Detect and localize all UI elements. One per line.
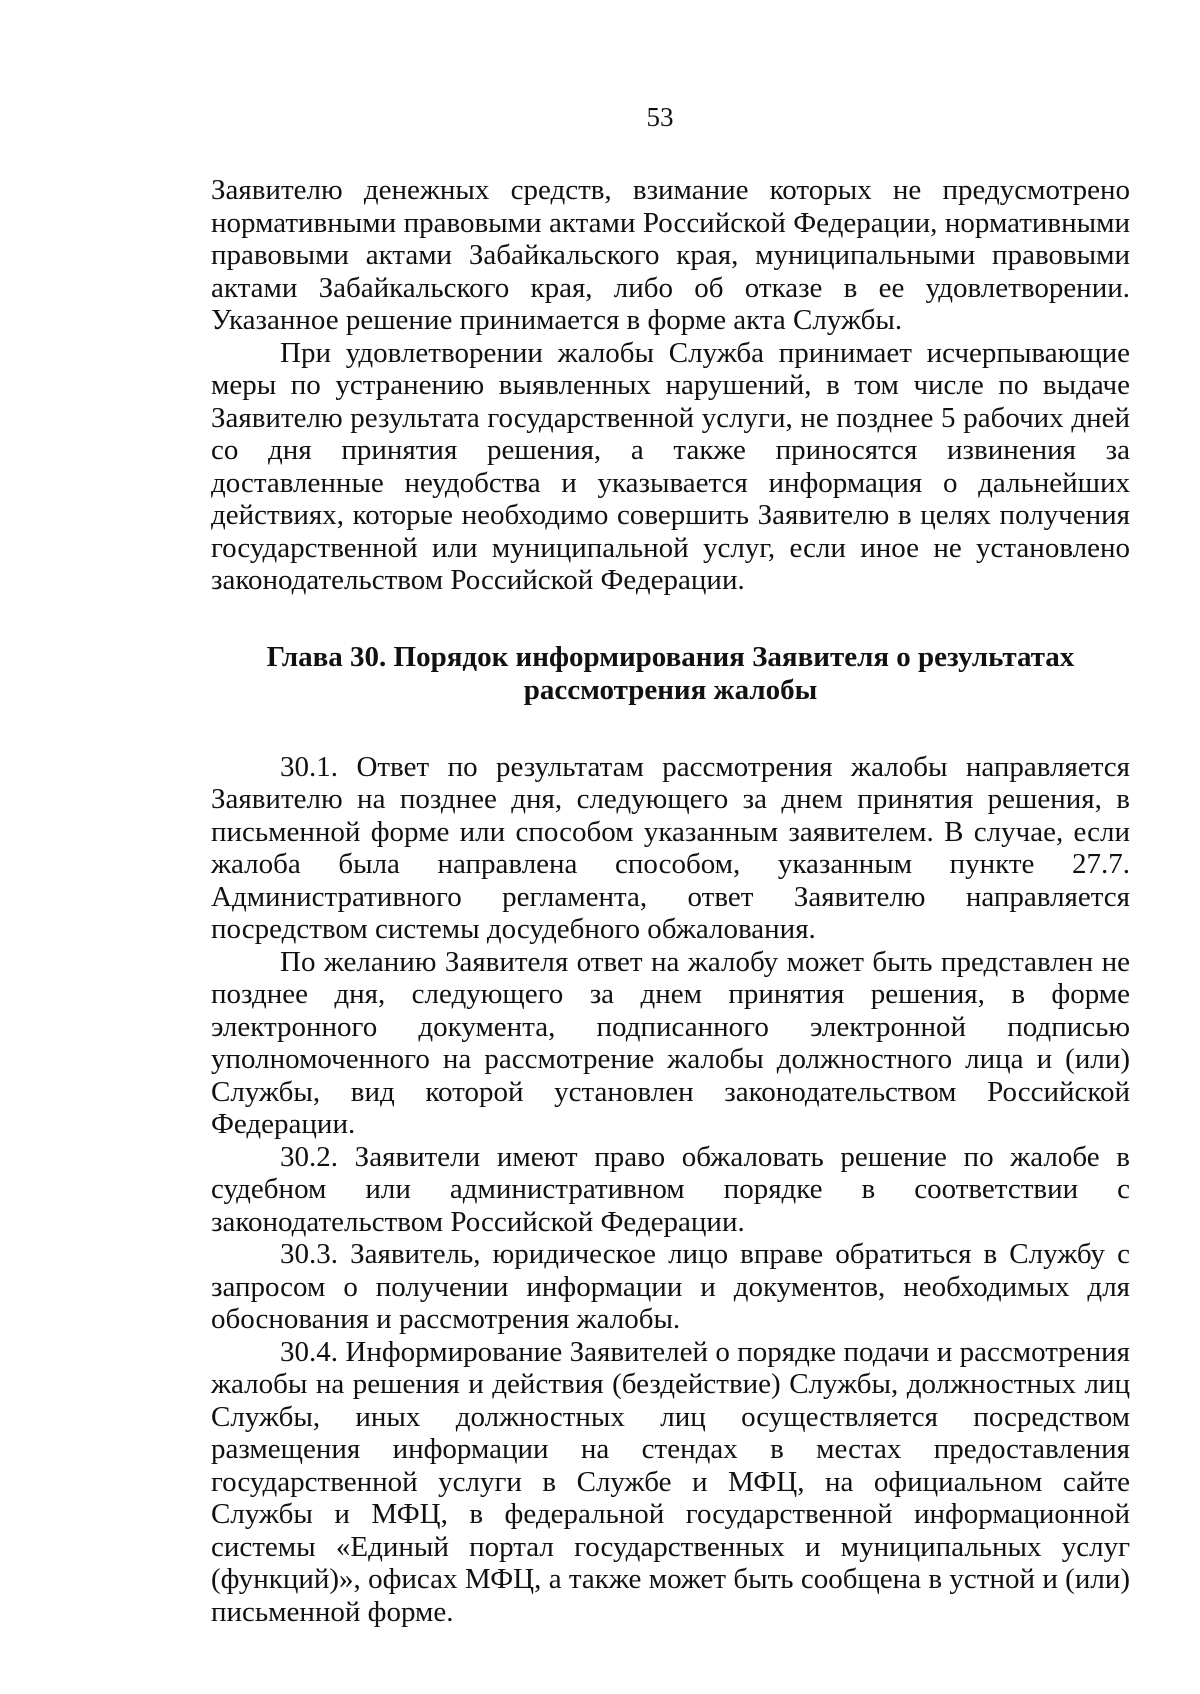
document-body (211, 174, 1130, 1628)
chapter-heading-line-2: рассмотрения жалобы (523, 673, 818, 706)
paragraph-continuation: Заявителю денежных средств, взимание которых не предусмотрено нормативными правовыми актами Российской Федерации, нормативными правовыми актами Забайкальского края, муниципальными правовыми актами Забайкальского края, либо об отказе в ее удовлетворении. Указанное решение принимается в форме акта Службы. (211, 174, 1130, 336)
paragraph-30-2: 30.2. Заявители имеют право обжаловать решение по жалобе в судебном или административном порядке в соответствии с законодательством Российской Федерации. (211, 1140, 1130, 1238)
page-number: 53 (646, 102, 674, 132)
paragraph-electronic-answer: По желанию Заявителя ответ на жалобу может быть представлен не позднее дня, следующего за днем принятия решения, в форме электронного документа, подписанного электронной подписью уполномоченного на рассмотрение жалобы должностного лица и (или) Службы, вид которой установлен законодательством Российской Федерации. (211, 945, 1130, 1140)
chapter-heading-line-1: Глава 30. Порядок информирования Заявителя о результатах (266, 640, 1075, 673)
paragraph-30-3: 30.3. Заявитель, юридическое лицо вправе обратиться в Службу с запросом о получении информации и документов, необходимых для обоснования и рассмотрения жалобы. (211, 1238, 1130, 1335)
paragraph-30-1: 30.1. Ответ по результатам рассмотрения жалобы направляется Заявителю на позднее дня, следующего за днем принятия решения, в письменной форме или способом указанным заявителем. В случае, если жалоба была направлена способом, указанным пункте 27.7. Административного регламента, ответ Заявителю направляется посредством системы досудебного обжалования. (211, 750, 1130, 945)
paragraph-complaint-satisfaction: При удовлетворении жалобы Служба принимает исчерпывающие меры по устранению выявленных нарушений, в том числе по выдаче Заявителю результата государственной услуги, не позднее 5 рабочих дней со дня принятия решения, а также приносятся извинения за доставленные неудобства и указывается информация о дальнейших действиях, которые необходимо совершить Заявителю в целях получения государственной или муниципальной услуг, если иное не установлено законодательством Российской Федерации. (211, 336, 1130, 596)
chapter-heading (211, 641, 1130, 707)
paragraph-30-4: 30.4. Информирование Заявителей о порядке подачи и рассмотрения жалобы на решения и действия (бездействие) Службы, должностных лиц Службы, иных должностных лиц осуществляется посредством размещения информации на стендах в местах предоставления государственной услуги в Службе и МФЦ, на официальном сайте Службы и МФЦ, в федеральной государственной информационной системы «Единый портал государственных и муниципальных услуг (функций)», офисах МФЦ, а также может быть сообщена в устной и (или) письменной форме. (211, 1335, 1130, 1628)
